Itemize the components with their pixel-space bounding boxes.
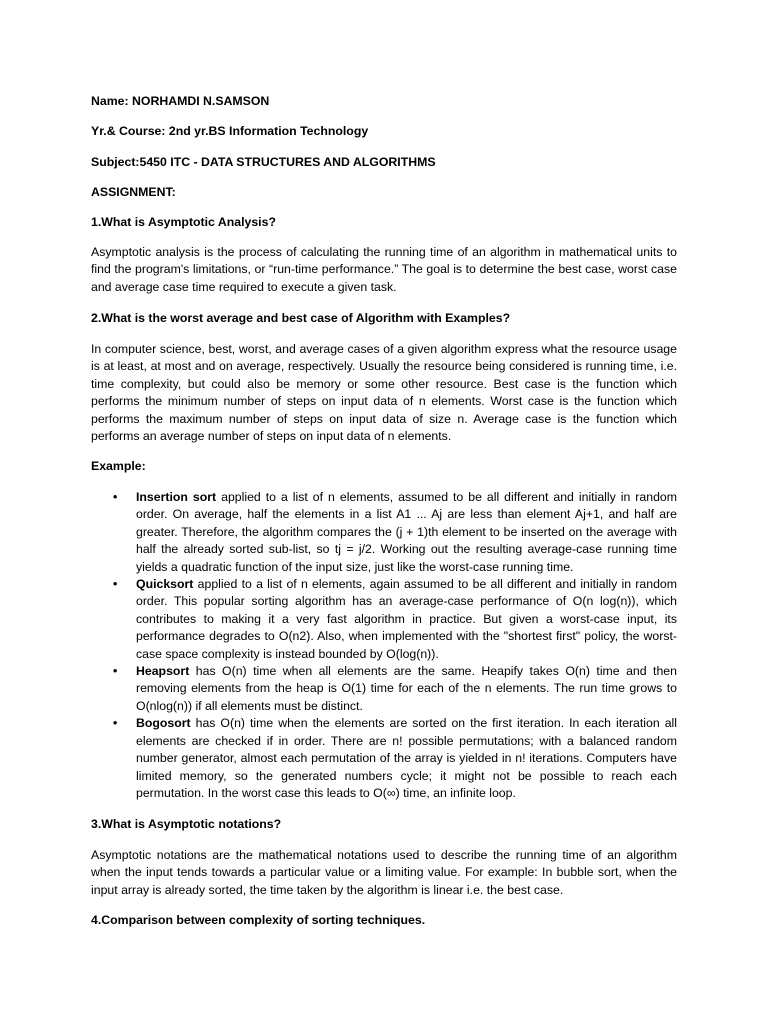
example-text: has O(n) time when the elements are sorted on the first iteration. In each iteration all elements are checked if in order. There are n! possible permutations; with a balanced random number generator, almost each permutation of the array is yielded in n! iterations. Computers have limited memory, so the generated numbers cycle; it might not be possible to reach each permutation. In the worst case this leads to O(∞) time, an infinite loop. bbox=[136, 716, 677, 800]
example-term: Heapsort bbox=[136, 664, 190, 679]
bullet-icon: • bbox=[113, 716, 118, 731]
example-text: has O(n) time when all elements are the same. Heapify takes O(n) time and then removing elements from the heap is O(1) time for each of the n elements. The run time grows to O(nlog(n)) if all elements must be distinct. bbox=[136, 664, 677, 713]
example-label: Example: bbox=[91, 459, 146, 473]
examples-list bbox=[91, 489, 677, 802]
answer-1: Asymptotic analysis is the process of calculating the running time of an algorithm in mathematical units to find the program's limitations, or “run-time performance.” The goal is to determine the best case, worst case and average case time required to execute a given task. bbox=[91, 245, 677, 294]
question-1: 1.What is Asymptotic Analysis? bbox=[91, 215, 276, 229]
question-2: 2.What is the worst average and best case of Algorithm with Examples? bbox=[91, 311, 511, 325]
list-item bbox=[91, 715, 677, 802]
question-3: 3.What is Asymptotic notations? bbox=[91, 817, 282, 831]
subject: Subject:5450 ITC - DATA STRUCTURES AND ALGORITHMS bbox=[91, 155, 436, 169]
year-course: Yr.& Course: 2nd yr.BS Information Technology bbox=[91, 124, 369, 138]
list-item bbox=[91, 489, 677, 576]
list-item bbox=[91, 663, 677, 715]
answer-3: Asymptotic notations are the mathematical notations used to describe the running time of an algorithm when the input tends towards a particular value or a limiting value. For example: In bubble sort, when the input array is already sorted, the time taken by the algorithm is linear i.e. the best case. bbox=[91, 848, 677, 897]
example-text: applied to a list of n elements, assumed to be all different and initially in random order. On average, half the elements in a list A1 ... Aj are less than element Aj+1, and half are greater. Therefore, the algorithm compares the (j + 1)th element to be inserted on the average with half the already sorted sub-list, so tj = j/2. Working out the resulting average-case running time yields a quadratic function of the input size, just like the worst-case running time. bbox=[136, 490, 677, 574]
example-term: Quicksort bbox=[136, 577, 194, 592]
assignment-heading: ASSIGNMENT: bbox=[91, 185, 176, 199]
bullet-icon: • bbox=[113, 577, 118, 592]
student-name: Name: NORHAMDI N.SAMSON bbox=[91, 94, 270, 108]
bullet-icon: • bbox=[113, 490, 118, 504]
example-term: Bogosort bbox=[136, 716, 191, 731]
answer-2: In computer science, best, worst, and average cases of a given algorithm express what the resource usage is at least, at most and on average, respectively. Usually the resource being considered is running time, i.e. time complexity, but could also be memory or some other resource. Best case is the function which performs the minimum number of steps on input data of n elements. Worst case is the function which performs the maximum number of steps on input data of size n. Average case is the function which performs an average number of steps on input data of n elements. bbox=[91, 342, 677, 444]
list-item bbox=[91, 576, 677, 663]
bullet-icon: • bbox=[113, 664, 118, 679]
example-text: applied to a list of n elements, again assumed to be all different and initially in random order. This popular sorting algorithm has an average-case performance of O(n log(n)), which contributes to making it a very fast algorithm in practice. But given a worst-case input, its performance degrades to O(n2). Also, when implemented with the "shortest first" policy, the worst-case space complexity is instead bounded by O(log(n)). bbox=[136, 577, 677, 661]
question-4: 4.Comparison between complexity of sorting techniques. bbox=[91, 913, 426, 927]
example-term: Insertion sort bbox=[136, 490, 217, 504]
